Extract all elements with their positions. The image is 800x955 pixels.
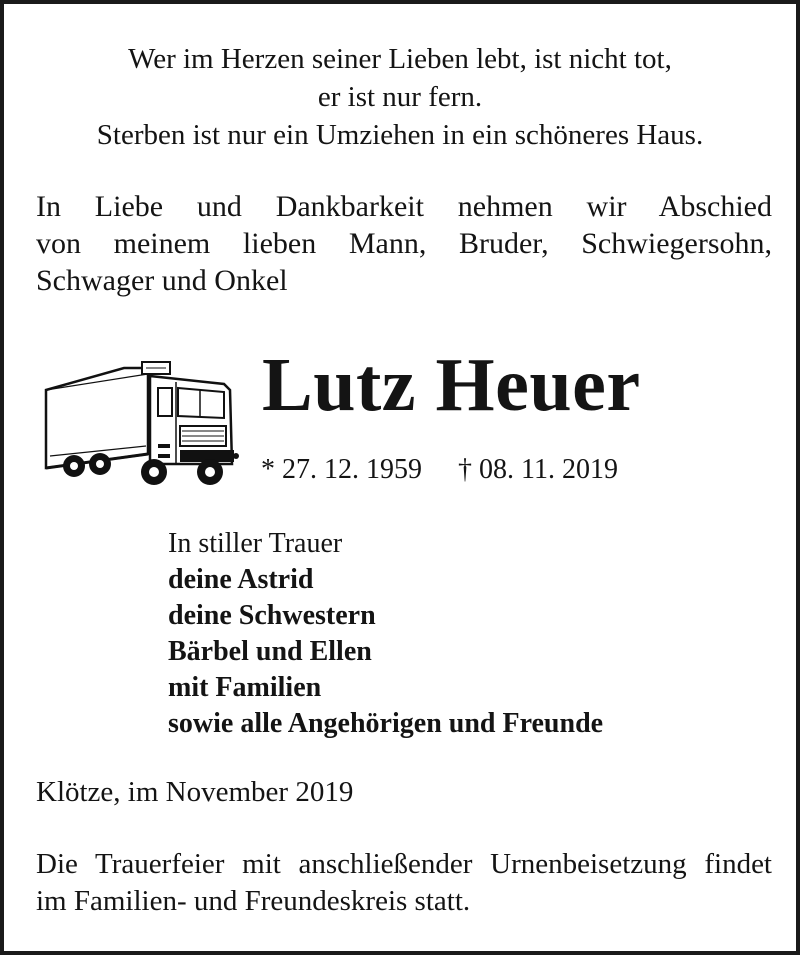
mourners-list <box>168 526 603 742</box>
service-line: im Familien- und Freundeskreis statt. <box>36 885 471 917</box>
mourner-line: mit Familien <box>168 672 322 703</box>
birth-date: * 27. 12. 1959 <box>261 454 422 485</box>
quote-line: er ist nur fern. <box>317 81 483 113</box>
life-dates <box>261 453 618 487</box>
mourner-line: deine Schwestern <box>168 600 376 631</box>
funeral-service-note <box>36 846 772 920</box>
farewell-line: In Liebe und Dankbarkeit nehmen wir Abschied <box>36 190 772 223</box>
quote-line: Sterben ist nur ein Umziehen in ein schöneres Haus. <box>96 119 704 151</box>
farewell-line: von meinem lieben Mann, Bruder, Schwiegersohn, <box>36 227 772 260</box>
service-line: Die Trauerfeier mit anschließender Urnenbeisetzung findet <box>36 848 772 880</box>
mourner-line: deine Astrid <box>168 564 314 595</box>
deceased-name: Lutz Heuer <box>262 343 641 427</box>
mourners-intro: In stiller Trauer <box>168 528 343 559</box>
quote-line: Wer im Herzen seiner Lieben lebt, ist nicht tot, <box>128 43 672 75</box>
mourner-line: sowie alle Angehörigen und Freunde <box>168 708 604 739</box>
place-date: Klötze, im November 2019 <box>36 776 354 808</box>
memorial-quote <box>4 40 796 154</box>
truck-icon <box>40 360 240 494</box>
farewell-text <box>36 188 772 299</box>
mourner-line: Bärbel und Ellen <box>168 636 372 667</box>
farewell-line: Schwager und Onkel <box>36 264 288 297</box>
death-date: † 08. 11. 2019 <box>458 454 618 485</box>
